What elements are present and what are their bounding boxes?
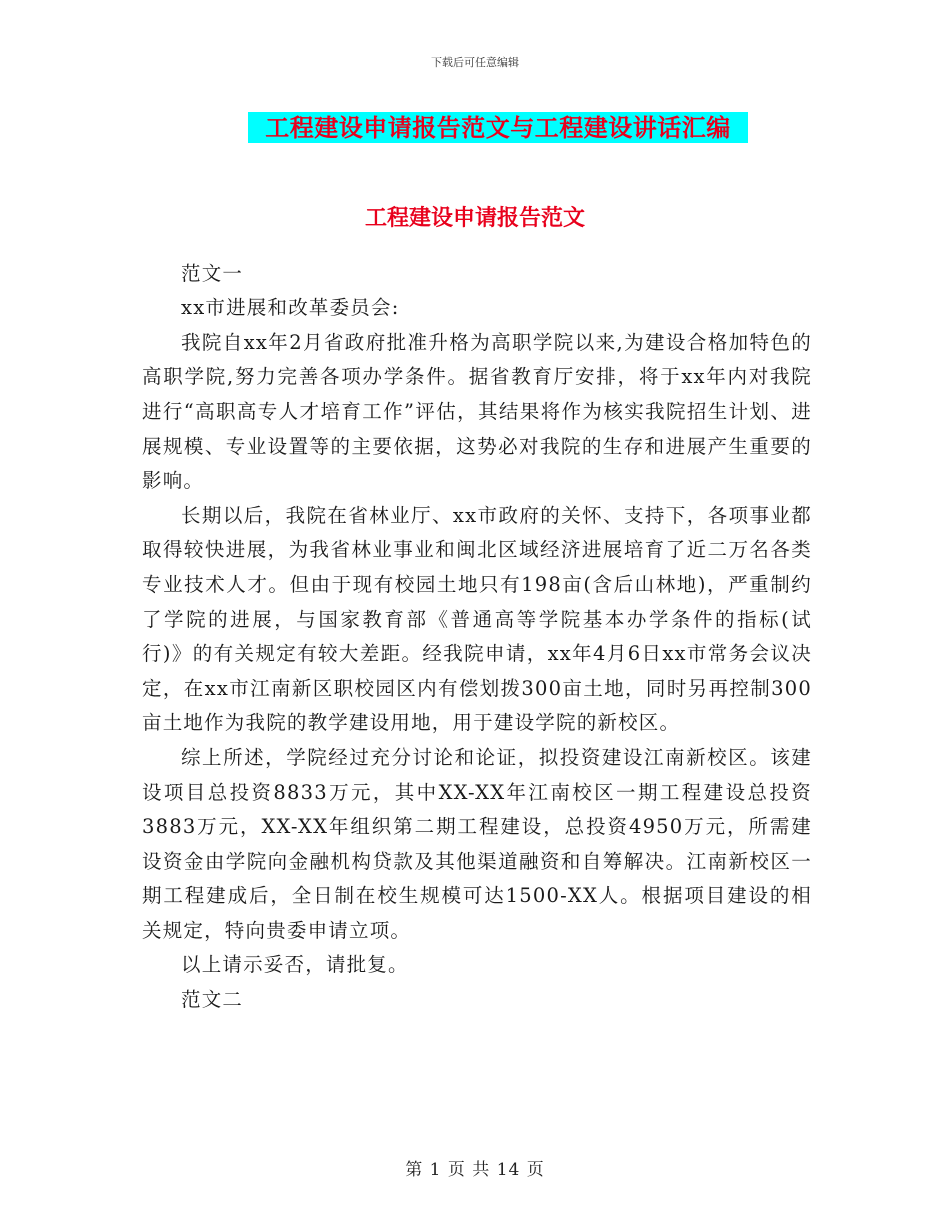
document-body — [142, 222, 812, 1018]
paragraph-body-1: 我院自xx年2月省政府批准升格为高职学院以来,为建设合格加特色的高职学院,努力完善各项办学条件。据省教育厅安排，将于xx年内对我院进行“高职高专人才培育工作”评估，其结果将作为核实我院招生计划、进展规模、专业设置等的主要依据，这势必对我院的生存和进展产生重要的影响。 — [142, 330, 812, 493]
paragraph-body-2: 长期以后，我院在省林业厅、xx市政府的关怀、支持下，各项事业都取得较快进展，为我省林业事业和闽北区域经济进展培育了近二万名各类专业技术人才。但由于现有校园土地只有198亩(含后山林地)，严重制约了学院的进展，与国家教育部《普通高等学院基本办学条件的指标(试行)》的有关规定有较大差距。经我院申请，xx年4月6日xx市常务会议决定，在xx市江南新区职校园区内有偿划拨300亩土地，同时另再控制300亩土地作为我院的教学建设用地，用于建设学院的新校区。 — [142, 503, 812, 735]
paragraph-salutation: xx市进展和改革委员会: — [181, 296, 400, 320]
page-number: 第 1 页 共 14 页 — [405, 1160, 545, 1180]
header-note: 下载后可任意编辑 — [431, 56, 519, 69]
paragraph-sample-one-label: 范文一 — [181, 261, 244, 285]
paragraph-body-3: 综上所述，学院经过充分讨论和论证，拟投资建设江南新校区。该建设项目总投资8833万元，其中XX-XX年江南校区一期工程建设总投资3883万元，XX-XX年组织第二期工程建设，总投资4950万元，所需建设资金由学院向金融机构贷款及其他渠道融资和自筹解决。江南新校区一期工程建成后，全日制在校生规模可达1500-XX人。根据项目建设的相关规定，特向贵委申请立项。 — [142, 745, 812, 942]
paragraph-sample-two-label: 范文二 — [181, 988, 244, 1012]
section-title: 工程建设申请报告范文 — [364, 205, 585, 231]
paragraph-closing: 以上请示妥否，请批复。 — [181, 953, 409, 977]
document-main-title: 工程建设申请报告范文与工程建设讲话汇编 — [248, 112, 748, 143]
